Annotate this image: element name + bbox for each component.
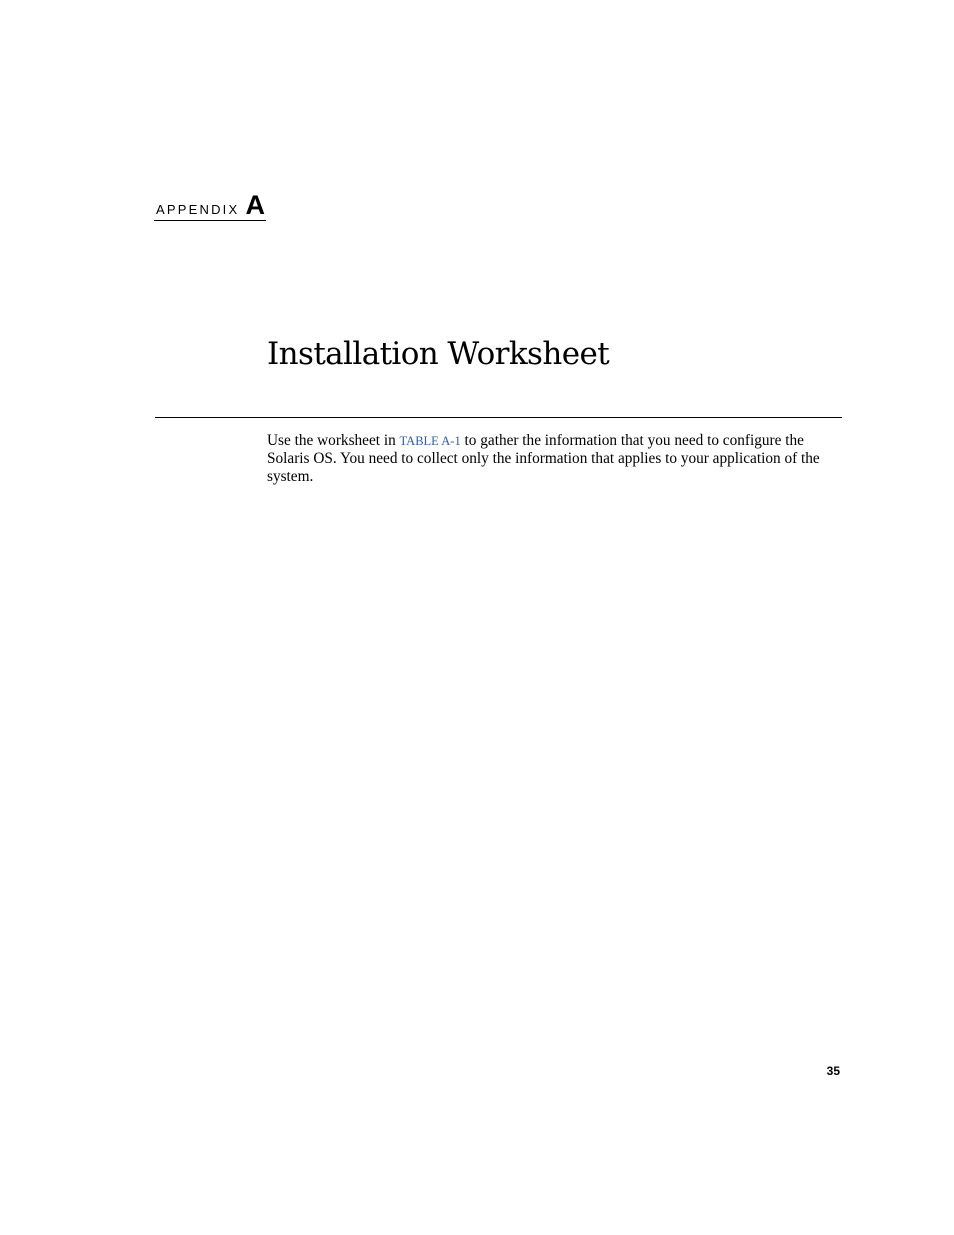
page-number: 35 bbox=[826, 1064, 840, 1078]
appendix-letter: A bbox=[245, 190, 265, 220]
intro-paragraph bbox=[267, 432, 845, 486]
appendix-word: APPENDIX bbox=[156, 202, 240, 217]
chapter-title: Installation Worksheet bbox=[267, 336, 610, 372]
table-a1-link[interactable]: TABLE A-1 bbox=[399, 434, 461, 448]
intro-text-before-link: Use the worksheet in bbox=[267, 432, 400, 449]
appendix-label bbox=[154, 191, 266, 221]
title-divider bbox=[155, 417, 842, 418]
intro-text-after-link: to gather the information that you need to configure the Solaris OS. You need to collect only the information that applies to your application of the system. bbox=[267, 432, 820, 485]
